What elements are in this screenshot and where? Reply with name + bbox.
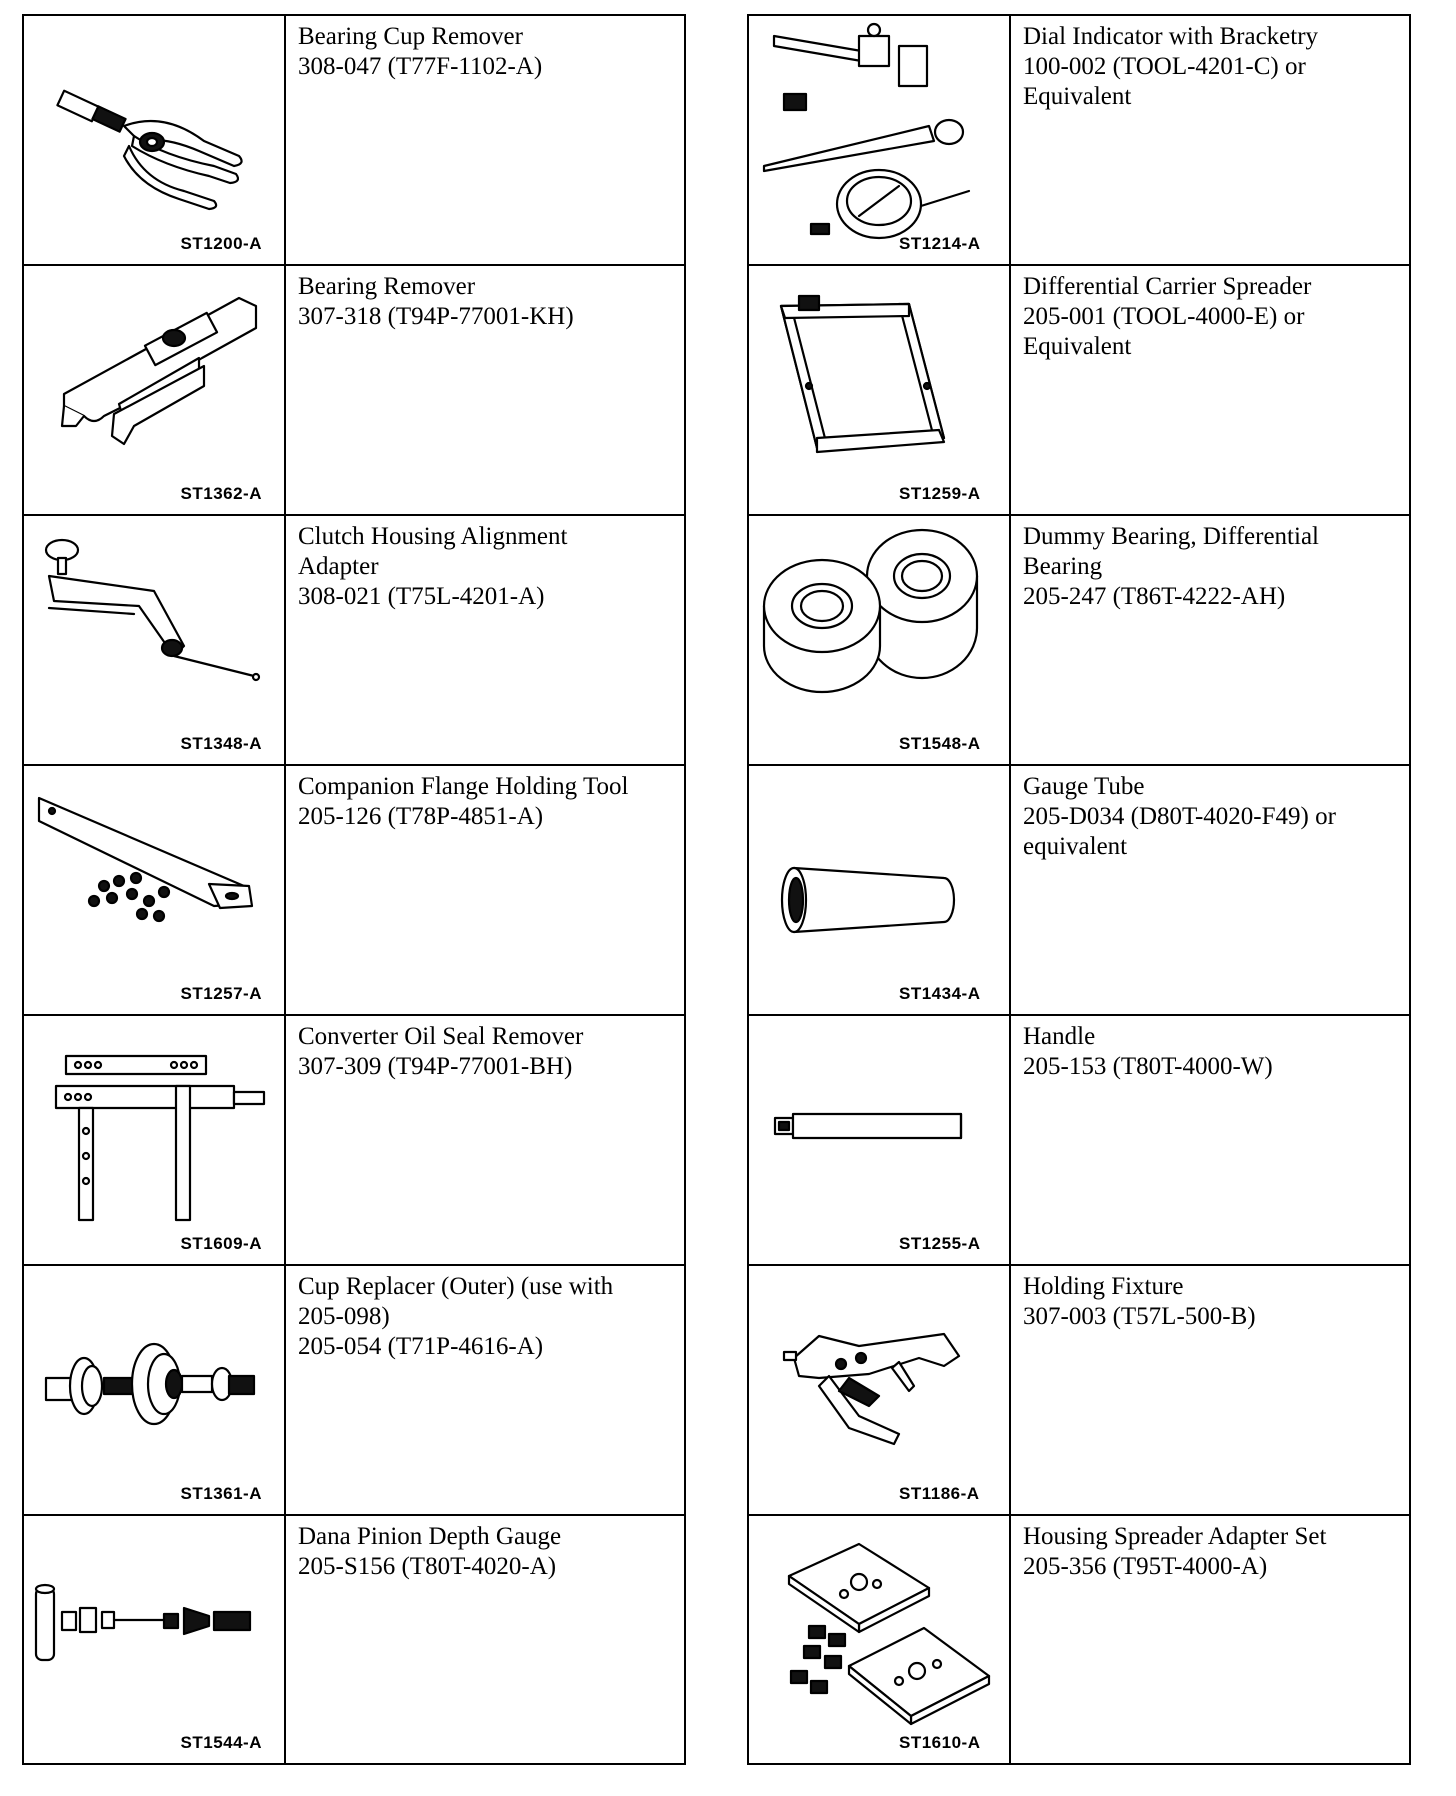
figure-code: ST1214-A [899, 234, 981, 253]
tool-number: 100-002 (TOOL-4201-C) or [1023, 53, 1306, 80]
tool-illustration-cell [24, 516, 286, 764]
tool-illustration-cell [24, 1266, 286, 1514]
tool-row [749, 1516, 1409, 1763]
tool-illustration-cell [749, 1266, 1011, 1514]
tool-name: Gauge Tube [1023, 773, 1145, 800]
clutch-alignment-adapter-illustration [24, 516, 286, 764]
tool-illustration-cell [24, 266, 286, 514]
tool-number: 205-126 (T78P-4851-A) [298, 803, 544, 830]
tool-description [1011, 1266, 1409, 1514]
tool-row [24, 766, 684, 1016]
tool-number: 308-047 (T77F-1102-A) [298, 53, 543, 80]
tool-row [24, 1516, 684, 1763]
tool-description [286, 1016, 684, 1264]
figure-code: ST1544-A [180, 1733, 262, 1752]
figure-code: ST1257-A [180, 984, 262, 1003]
tool-description [1011, 516, 1409, 764]
tool-row [24, 516, 684, 766]
tool-illustration-cell [24, 1016, 286, 1264]
tool-description [286, 1266, 684, 1514]
tool-number: 205-054 (T71P-4616-A) [298, 1333, 544, 1360]
tool-illustration-cell [24, 766, 286, 1014]
pinion-depth-gauge-illustration [24, 1516, 286, 1764]
tool-row [24, 266, 684, 516]
tool-name: Dummy Bearing, Differential [1023, 523, 1319, 550]
tool-name: Bearing Cup Remover [298, 23, 523, 50]
tool-description [1011, 266, 1409, 514]
tool-number: 307-309 (T94P-77001-BH) [298, 1053, 573, 1080]
tool-number: 205-D034 (D80T-4020-F49) or [1023, 803, 1336, 830]
tool-name: Bearing Remover [298, 273, 476, 300]
tool-description [286, 516, 684, 764]
tool-row [749, 16, 1409, 266]
tool-number-cont: equivalent [1023, 833, 1128, 860]
tool-number: 205-S156 (T80T-4020-A) [298, 1553, 557, 1580]
tool-name: Holding Fixture [1023, 1273, 1184, 1300]
tool-row [24, 1016, 684, 1266]
tool-row [749, 516, 1409, 766]
tool-illustration-cell [749, 766, 1011, 1014]
tool-description [286, 766, 684, 1014]
tool-number-cont: Equivalent [1023, 83, 1132, 110]
tool-name: Handle [1023, 1023, 1096, 1050]
tool-illustration-cell [24, 16, 286, 264]
dial-indicator-illustration [749, 16, 1011, 264]
tool-row [749, 766, 1409, 1016]
handle-illustration [749, 1016, 1011, 1264]
tool-name: Clutch Housing Alignment [298, 523, 568, 550]
tool-name-cont: Bearing [1023, 553, 1103, 580]
figure-code: ST1548-A [899, 734, 981, 753]
tool-name: Housing Spreader Adapter Set [1023, 1523, 1327, 1550]
tool-number: 205-247 (T86T-4222-AH) [1023, 583, 1286, 610]
converter-oil-seal-remover-illustration [24, 1016, 286, 1264]
tool-illustration-cell [749, 1016, 1011, 1264]
holding-fixture-illustration [749, 1266, 1011, 1514]
left-tool-table [22, 14, 686, 1765]
tool-description [1011, 1516, 1409, 1763]
tool-name: Dial Indicator with Bracketry [1023, 23, 1319, 50]
gauge-tube-illustration [749, 766, 1011, 1014]
figure-code: ST1361-A [180, 1484, 262, 1503]
tool-illustration-cell [749, 16, 1011, 264]
tool-name-cont: Adapter [298, 553, 379, 580]
dummy-bearing-illustration [749, 516, 1011, 764]
tool-name: Differential Carrier Spreader [1023, 273, 1312, 300]
tool-name: Companion Flange Holding Tool [298, 773, 629, 800]
bearing-cup-remover-illustration [24, 16, 286, 264]
spreader-adapter-set-illustration [749, 1516, 1011, 1764]
tool-number: 308-021 (T75L-4201-A) [298, 583, 545, 610]
tool-illustration-cell [749, 516, 1011, 764]
tool-row [24, 1266, 684, 1516]
tool-description [286, 16, 684, 264]
tool-number-cont: Equivalent [1023, 333, 1132, 360]
tool-description [1011, 766, 1409, 1014]
bearing-remover-illustration [24, 266, 286, 514]
figure-code: ST1200-A [180, 234, 262, 253]
tool-name: Converter Oil Seal Remover [298, 1023, 584, 1050]
tool-row [749, 1016, 1409, 1266]
tool-name: Dana Pinion Depth Gauge [298, 1523, 562, 1550]
tool-name-cont: 205-098) [298, 1303, 390, 1330]
tool-illustration-cell [749, 266, 1011, 514]
tool-row [24, 16, 684, 266]
tool-number: 205-001 (TOOL-4000-E) or [1023, 303, 1305, 330]
figure-code: ST1609-A [180, 1234, 262, 1253]
tool-number: 307-318 (T94P-77001-KH) [298, 303, 574, 330]
tool-illustration-cell [749, 1516, 1011, 1763]
tool-name: Cup Replacer (Outer) (use with [298, 1273, 614, 1300]
figure-code: ST1259-A [899, 484, 981, 503]
tool-number: 307-003 (T57L-500-B) [1023, 1303, 1256, 1330]
tool-illustration-cell [24, 1516, 286, 1763]
tool-number: 205-153 (T80T-4000-W) [1023, 1053, 1273, 1080]
figure-code: ST1434-A [899, 984, 981, 1003]
cup-replacer-illustration [24, 1266, 286, 1514]
carrier-spreader-illustration [749, 266, 1011, 514]
tool-row [749, 1266, 1409, 1516]
tool-number: 205-356 (T95T-4000-A) [1023, 1553, 1268, 1580]
figure-code: ST1348-A [180, 734, 262, 753]
tool-description [1011, 1016, 1409, 1264]
tool-description [286, 1516, 684, 1763]
tool-description [286, 266, 684, 514]
figure-code: ST1362-A [180, 484, 262, 503]
figure-code: ST1186-A [899, 1484, 980, 1503]
figure-code: ST1255-A [899, 1234, 981, 1253]
figure-code: ST1610-A [899, 1733, 981, 1752]
tool-description [1011, 16, 1409, 264]
tool-row [749, 266, 1409, 516]
right-tool-table [747, 14, 1411, 1765]
companion-flange-holding-tool-illustration [24, 766, 286, 1014]
